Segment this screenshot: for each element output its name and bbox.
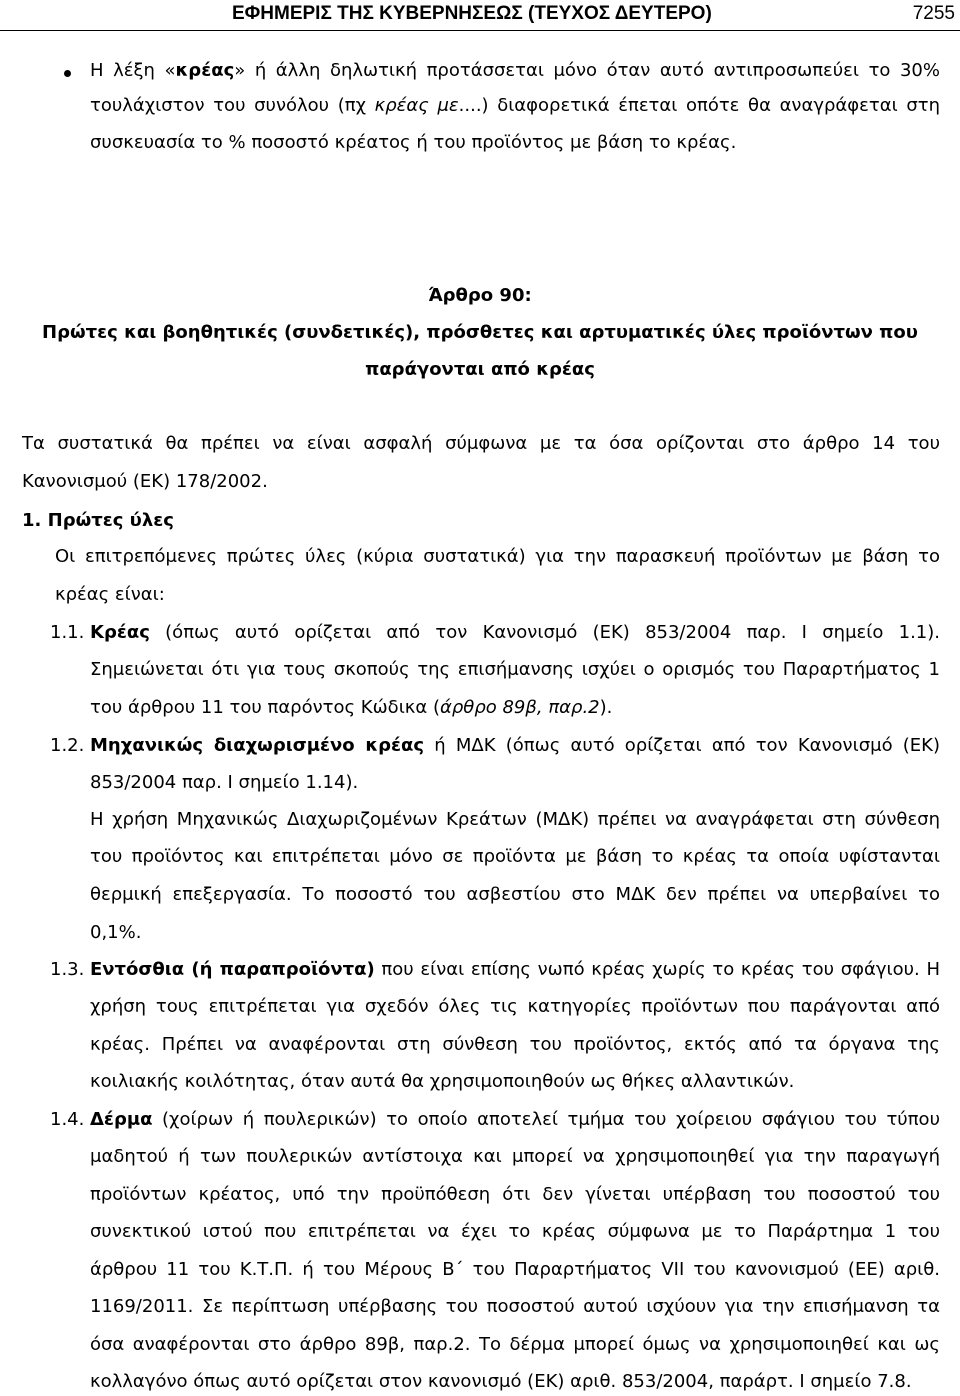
text-span: (χοίρων ή πουλερικών) το οποίο αποτελεί τμήμα του χοίρειου σφάγιου του τύπου xyxy=(152,1109,940,1130)
section-heading: 1. Πρώτες ύλες xyxy=(22,510,174,531)
item-1-2-line-1 xyxy=(90,735,940,757)
bold-term: Κρέας xyxy=(90,622,150,643)
article-title: Άρθρο 90: xyxy=(428,285,532,306)
italic-reference: άρθρο 89β, παρ.2 xyxy=(440,697,600,718)
article-subtitle-line-2: παράγονται από κρέας xyxy=(365,359,595,380)
text-span: » ή άλλη δηλωτική προτάσσεται μόνο όταν αυτό αντιπροσωπεύει το 30% xyxy=(234,60,940,81)
bullet-dot-icon xyxy=(64,70,71,77)
text-span: Η λέξη « xyxy=(90,60,176,81)
item-1-3-line-3: κρέας. Πρέπει να αναφέρονται στη σύνθεση του προϊόντος, εκτός από τα όργανα της xyxy=(90,1034,940,1055)
item-number: 1.1. xyxy=(50,622,85,643)
item-1-4-line-6: 1169/2011. Σε περίπτωση υπέρβασης του ποσοστού αυτού ισχύουν για την επισήμανση τα xyxy=(90,1296,940,1317)
text-span: ....) διαφορετικά έπεται οπότε θα αναγράφεται στη xyxy=(458,95,940,116)
item-1-4-line-3: προϊόντων κρέατος, υπό την προϋπόθεση ότι δεν γίνεται υπέρβαση του ποσοστού του xyxy=(90,1184,940,1205)
bold-term: Εντόσθια (ή παραπροϊόντα) xyxy=(90,959,375,980)
page-header xyxy=(0,0,960,31)
text-span: (όπως αυτό ορίζεται από τον Κανονισμό (ΕΚ) 853/2004 παρ. Ι σημείο 1.1). xyxy=(149,622,940,643)
text-span: τουλάχιστον του συνόλου (πχ xyxy=(90,95,375,116)
item-1-2-line-3: Η χρήση Μηχανικώς Διαχωριζομένων Κρεάτων (ΜΔΚ) πρέπει να αναγράφεται στη σύνθεση xyxy=(90,809,940,830)
item-1-4-line-2: μαδητού ή των πουλερικών αντίστοιχα και μπορεί να χρησιμοποιηθεί για την παραγωγή xyxy=(90,1146,940,1167)
item-1-3-line-4: κοιλιακής κοιλότητας, όταν αυτά θα χρησιμοποιηθούν ως θήκες αλλαντικών. xyxy=(90,1071,795,1092)
item-1-4-line-1 xyxy=(90,1109,940,1131)
item-1-4-line-4: συνεκτικού ιστού που επιτρέπεται να έχει το κρέας σύμφωνα με το Παράρτημα 1 του xyxy=(90,1221,940,1242)
item-1-1-line-1 xyxy=(90,622,940,644)
bullet-line-2 xyxy=(90,95,940,117)
item-1-2-line-4: του προϊόντος και επιτρέπεται μόνο σε προϊόντα με βάση το κρέας τα οποία υφίστανται xyxy=(90,846,940,867)
item-1-4-line-8: κολλαγόνο όπως αυτό ορίζεται στον κανονισμό (ΕΚ) αριθ. 853/2004, παράρτ. Ι σημείο 7.8. xyxy=(90,1371,912,1392)
section1-line-1: Οι επιτρεπόμενες πρώτες ύλες (κύρια συστατικά) για την παρασκευή προϊόντων με βάση το xyxy=(55,546,940,567)
italic-term: κρέας με xyxy=(374,95,459,116)
bullet-line-3: συσκευασία το % ποσοστό κρέατος ή του προϊόντος με βάση το κρέας. xyxy=(90,132,737,153)
text-span: του άρθρου 11 του παρόντος Κώδικα ( xyxy=(90,697,441,718)
bold-term: Μηχανικώς διαχωρισμένο κρέας xyxy=(90,735,425,756)
item-1-4-line-7: όσα αναφέρονται στο άρθρο 89β, παρ.2. Το δέρμα μπορεί όμως να χρησιμοποιηθεί και ως xyxy=(90,1334,940,1355)
article-subtitle-line-1: Πρώτες και βοηθητικές (συνδετικές), πρόσθετες και αρτυματικές ύλες προϊόντων που xyxy=(42,322,918,343)
item-1-3-line-1 xyxy=(90,959,940,981)
item-1-2-line-5: θερμική επεξεργασία. Το ποσοστό του ασβεστίου στο ΜΔΚ δεν πρέπει να υπερβαίνει το xyxy=(90,884,940,905)
item-1-1-line-2: Σημειώνεται ότι για τους σκοπούς της επισήμανσης ισχύει ο ορισμός του Παραρτήματος 1 xyxy=(90,659,940,680)
page-number: 7255 xyxy=(912,3,955,24)
intro-line-2: Κανονισμού (ΕΚ) 178/2002. xyxy=(22,471,268,492)
item-1-4-line-5: άρθρου 11 του Κ.Τ.Π. ή του Μέρους Β΄ του Παραρτήματος VII του κανονισμού (ΕΕ) αριθ. xyxy=(90,1259,940,1280)
item-1-1-line-3 xyxy=(90,697,612,719)
bullet-line-1 xyxy=(90,60,940,82)
text-span: ή ΜΔΚ (όπως αυτό ορίζεται από τον Κανονισμό (ΕΚ) xyxy=(424,735,940,756)
item-number: 1.2. xyxy=(50,735,85,756)
item-1-2-line-2: 853/2004 παρ. Ι σημείο 1.14). xyxy=(90,772,359,793)
bold-term: κρέας xyxy=(175,60,235,81)
item-number: 1.4. xyxy=(50,1109,85,1130)
text-span: ). xyxy=(599,697,613,718)
intro-line-1: Τα συστατικά θα πρέπει να είναι ασφαλή σύμφωνα με τα όσα ορίζονται στο άρθρο 14 του xyxy=(22,433,940,454)
item-1-2-line-6: 0,1%. xyxy=(90,922,142,943)
item-1-3-line-2: χρήση τους επιτρέπεται για σχεδόν όλες τις κατηγορίες προϊόντων που παράγονται από xyxy=(90,996,940,1017)
text-span: που είναι επίσης νωπό κρέας χωρίς το κρέας του σφάγιου. Η xyxy=(374,959,940,980)
gazette-title: ΕΦΗΜΕΡΙΣ ΤΗΣ ΚΥΒΕΡΝΗΣΕΩΣ (ΤΕΥΧΟΣ ΔΕΥΤΕΡΟ) xyxy=(232,3,712,24)
bold-term: Δέρμα xyxy=(90,1109,153,1130)
item-number: 1.3. xyxy=(50,959,85,980)
section1-line-2: κρέας είναι: xyxy=(55,584,165,605)
